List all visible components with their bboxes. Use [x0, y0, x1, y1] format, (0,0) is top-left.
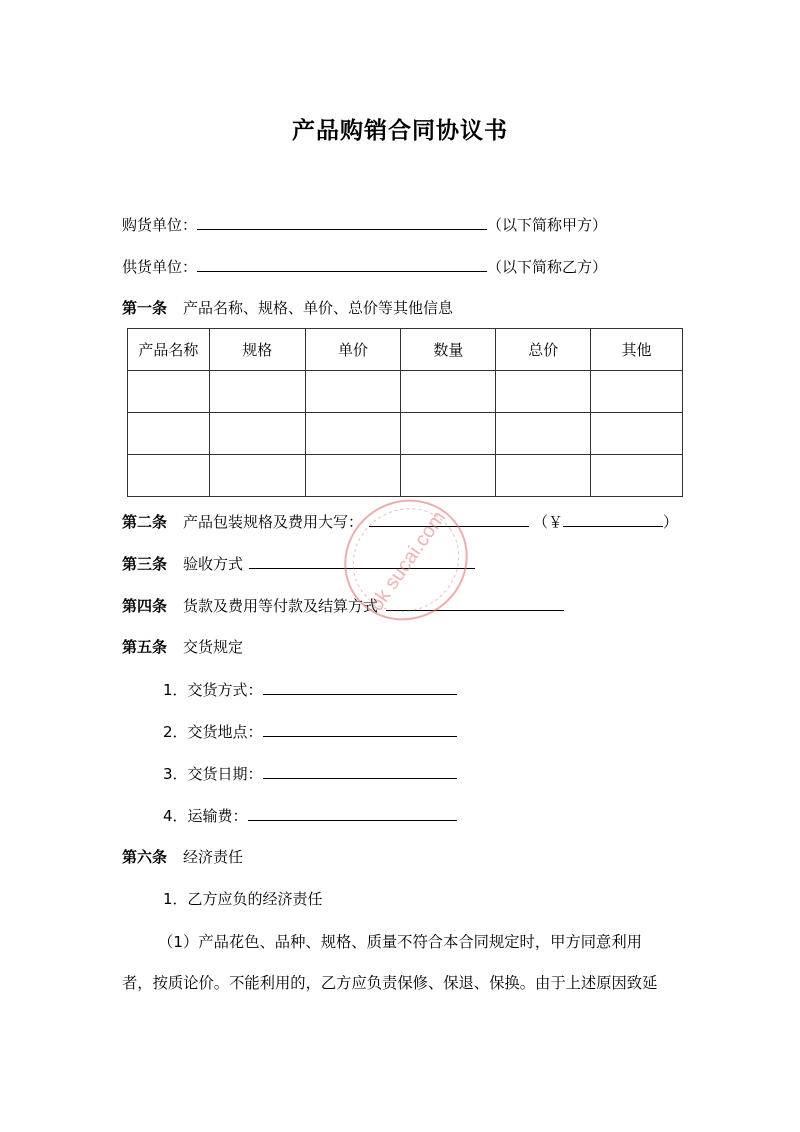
paragraph-line-1: （1）产品花色、品种、规格、质量不符合本合同规定时，甲方同意利用: [158, 933, 642, 951]
table-header: 单价: [305, 329, 401, 371]
watermark-text: ok sucai.com: [365, 507, 451, 616]
article-5: [122, 637, 243, 657]
table-cell[interactable]: [401, 371, 496, 413]
delivery-item-label: 1．交货方式：: [163, 681, 263, 699]
seller-blank[interactable]: [197, 256, 487, 272]
table-header: 产品名称: [128, 329, 210, 371]
article-6: [122, 847, 243, 867]
delivery-item-label: 4．运输费：: [163, 807, 248, 825]
buyer-line: [122, 214, 607, 235]
article-1-text: 产品名称、规格、单价、总价等其他信息: [183, 299, 454, 317]
table-cell[interactable]: [591, 413, 683, 455]
table-cell[interactable]: [209, 455, 305, 497]
product-table: [127, 328, 683, 497]
article-6-text: 经济责任: [183, 848, 244, 866]
article-6-sub-1: 1．乙方应负的经济责任: [163, 890, 323, 908]
table-cell[interactable]: [591, 455, 683, 497]
delivery-date-blank[interactable]: [263, 763, 457, 779]
seller-label: 供货单位：: [122, 258, 198, 276]
table-cell[interactable]: [305, 371, 401, 413]
watermark-stamp: [336, 490, 476, 630]
article-6-number: 第六条: [122, 848, 168, 866]
article-4-number: 第四条: [122, 597, 168, 615]
table-header: 规格: [209, 329, 305, 371]
table-cell[interactable]: [128, 455, 210, 497]
article-4-text: 货款及费用等付款及结算方式: [183, 597, 379, 615]
article-5-text: 交货规定: [183, 638, 244, 656]
table-row: [128, 413, 683, 455]
seller-suffix: （以下简称乙方）: [487, 258, 608, 276]
buyer-blank[interactable]: [197, 214, 487, 230]
delivery-item-label: 3．交货日期：: [163, 765, 263, 783]
amount-number-blank[interactable]: [563, 511, 663, 527]
article-2-text: 产品包装规格及费用大写：: [183, 513, 364, 531]
table-header-row: [128, 329, 683, 371]
table-cell[interactable]: [496, 455, 591, 497]
table-cell[interactable]: [209, 413, 305, 455]
document-title: 产品购销合同协议书: [292, 118, 508, 144]
table-cell[interactable]: [401, 413, 496, 455]
buyer-suffix: （以下简称甲方）: [487, 216, 608, 234]
delivery-item-place: [163, 721, 457, 742]
delivery-method-blank[interactable]: [263, 679, 457, 695]
table-cell[interactable]: [128, 413, 210, 455]
article-3-text: 验收方式: [183, 555, 244, 573]
table-header: 数量: [401, 329, 496, 371]
table-cell[interactable]: [128, 371, 210, 413]
delivery-item-label: 2．交货地点：: [163, 723, 263, 741]
table-cell[interactable]: [496, 413, 591, 455]
currency-open: （￥: [533, 513, 564, 531]
table-cell[interactable]: [591, 371, 683, 413]
delivery-item-date: [163, 763, 457, 784]
table-cell[interactable]: [496, 371, 591, 413]
article-2-number: 第二条: [122, 513, 168, 531]
seller-line: [122, 256, 607, 277]
delivery-item-freight: [163, 805, 457, 826]
table-row: [128, 371, 683, 413]
paragraph-line-2: 者，按质论价。不能利用的，乙方应负责保修、保退、保换。由于上述原因致延: [122, 974, 658, 992]
delivery-place-blank[interactable]: [263, 721, 457, 737]
buyer-label: 购货单位：: [122, 216, 198, 234]
table-cell[interactable]: [209, 371, 305, 413]
table-cell[interactable]: [305, 413, 401, 455]
article-3-number: 第三条: [122, 555, 168, 573]
table-header: 其他: [591, 329, 683, 371]
freight-blank[interactable]: [248, 805, 457, 821]
article-5-number: 第五条: [122, 638, 168, 656]
article-1-number: 第一条: [122, 299, 168, 317]
delivery-item-method: [163, 679, 457, 700]
table-header: 总价: [496, 329, 591, 371]
currency-close: ）: [663, 513, 679, 531]
article-1: [122, 298, 453, 318]
